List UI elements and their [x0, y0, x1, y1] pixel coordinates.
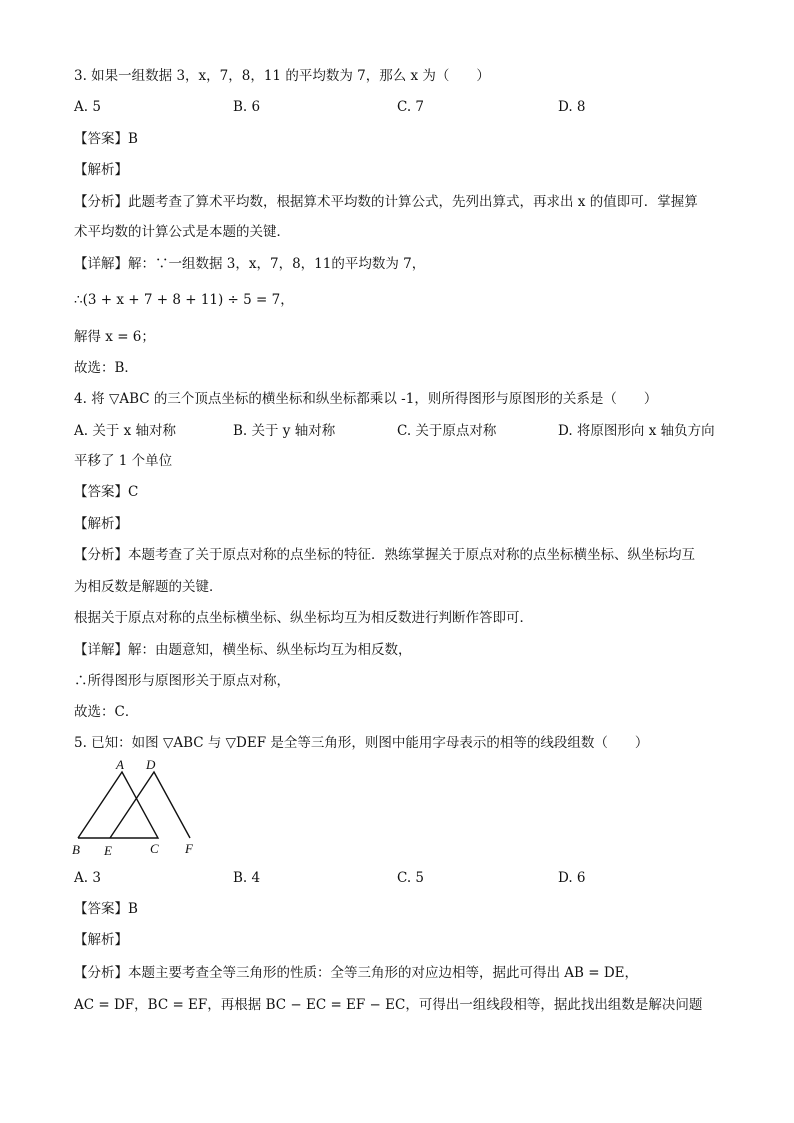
congruent-triangles-figure — [66, 756, 216, 860]
q4-detail-line-1: 【详解】解：由题意知，横坐标、纵坐标均互为相反数， — [74, 642, 412, 658]
q5-analysis-heading: 【解析】 — [74, 932, 128, 948]
label-b: B — [72, 842, 80, 857]
q3-option-b: B. 6 — [233, 99, 261, 115]
q3-analysis-line-1: 【分析】此题考查了算术平均数，根据算术平均数的计算公式，先列出算式，再求出 x 的值即可．掌握算 — [74, 194, 698, 210]
q3-detail-line-2: ∴(3 + x + 7 + 8 + 11) ÷ 5 = 7， — [74, 292, 294, 308]
q5-analysis-line-1: 【分析】本题主要考查全等三角形的性质：全等三角形的对应边相等，据此可得出 AB = DE， — [74, 965, 639, 981]
q5-option-a: A. 3 — [74, 870, 101, 886]
q5-option-d: D. 6 — [558, 870, 586, 886]
q5-option-c: C. 5 — [397, 870, 425, 886]
q5-stem: 5. 已知：如图 ▽ABC 与 ▽DEF 是全等三角形，则图中能用字母表示的相等的线段组数（ ） — [74, 735, 649, 751]
q4-analysis-line-3: 根据关于原点对称的点坐标横坐标、纵坐标均互为相反数进行判断作答即可． — [74, 610, 533, 626]
q4-analysis-line-1: 【分析】本题考查了关于原点对称的点坐标的特征．熟练掌握关于原点对称的点坐标横坐标、纵坐标均互 — [74, 547, 695, 563]
q3-option-a: A. 5 — [74, 99, 101, 115]
q3-choose: 故选：B． — [74, 360, 138, 376]
q5-option-b: B. 4 — [233, 870, 261, 886]
q4-option-a: A. 关于 x 轴对称 — [74, 423, 177, 439]
q4-option-b: B. 关于 y 轴对称 — [233, 423, 336, 439]
label-e: E — [104, 843, 112, 858]
q3-detail-line-3: 解得 x = 6； — [74, 329, 155, 345]
label-f: F — [185, 841, 193, 856]
q4-detail-line-2: ∴所得图形与原图形关于原点对称， — [74, 673, 290, 689]
q4-option-d-continued: 平移了 1 个单位 — [74, 453, 173, 469]
q3-option-c: C. 7 — [397, 99, 425, 115]
q3-stem: 3. 如果一组数据 3，x，7，8，11 的平均数为 7，那么 x 为（ ） — [74, 68, 490, 84]
q3-detail-line-1: 【详解】解：∵一组数据 3，x，7，8，11的平均数为 7， — [74, 256, 426, 272]
q5-answer: 【答案】B — [74, 901, 138, 917]
q3-answer: 【答案】B — [74, 131, 138, 147]
q4-option-d: D. 将原图形向 x 轴负方向 — [558, 423, 715, 439]
label-a: A — [116, 757, 124, 772]
q3-option-d: D. 8 — [558, 99, 586, 115]
triangle-def — [110, 772, 190, 838]
q4-analysis-line-2: 为相反数是解题的关键． — [74, 579, 223, 595]
q3-analysis-heading: 【解析】 — [74, 162, 128, 178]
q4-option-c: C. 关于原点对称 — [397, 423, 497, 439]
q3-analysis-line-2: 术平均数的计算公式是本题的关键． — [74, 224, 290, 240]
q4-analysis-heading: 【解析】 — [74, 516, 128, 532]
q4-choose: 故选：C． — [74, 704, 139, 720]
triangle-abc — [78, 772, 158, 838]
q5-analysis-line-2: AC = DF，BC = EF，再根据 BC − EC = EF − EC，可得出一组线段相等，据此找出组数是解决问题 — [74, 997, 703, 1013]
label-d: D — [146, 757, 156, 772]
q4-stem: 4. 将 ▽ABC 的三个顶点坐标的横坐标和纵坐标都乘以 -1，则所得图形与原图形的关系是（ ） — [74, 391, 658, 407]
q4-answer: 【答案】C — [74, 484, 139, 500]
label-c: C — [150, 841, 159, 856]
